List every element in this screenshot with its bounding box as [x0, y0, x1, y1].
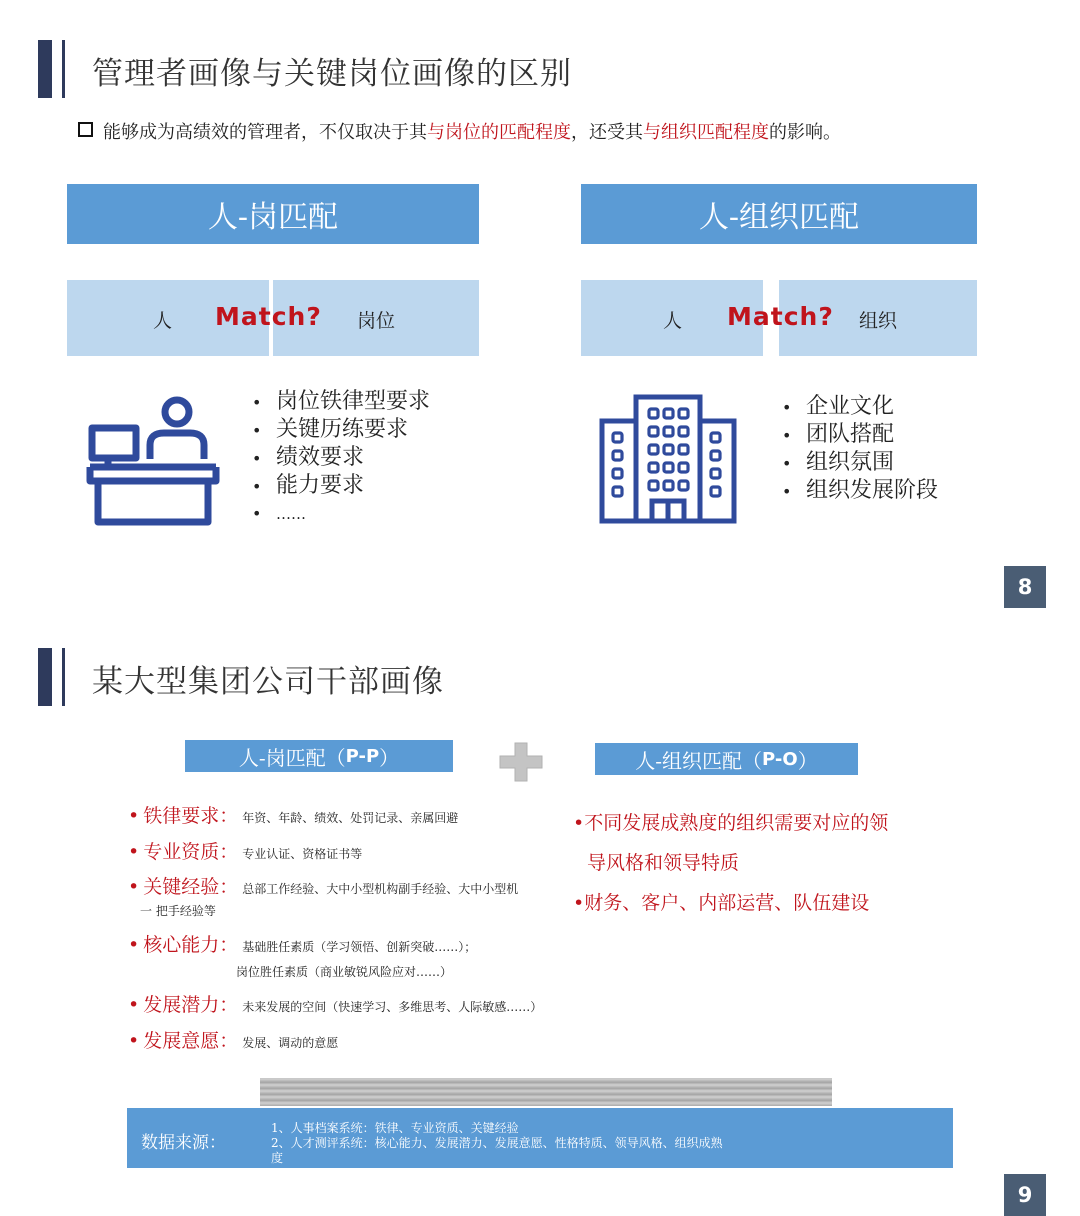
match-person-label: 人: [663, 310, 683, 332]
plus-icon: [498, 741, 544, 783]
requirement-item: • 发展潜力： 未来发展的空间（快速学习、多维思考、人际敏感……）: [128, 990, 542, 1017]
po-text-line: •财务、客户、内部运营、队伍建设: [573, 892, 870, 914]
list-item: • 组织发展阶段: [782, 477, 938, 505]
page-number: 9: [1004, 1174, 1046, 1216]
data-source-label: 数据来源：: [141, 1133, 226, 1153]
list-item: • 绩效要求: [252, 444, 430, 472]
person-org-header: 人-组织匹配: [581, 184, 977, 244]
section-marker-line: [62, 648, 65, 706]
person-job-bullets: [252, 388, 430, 528]
match-job-label: 岗位: [357, 310, 396, 332]
requirement-item: • 关键经验： 总部工作经验、大中小型机构副手经验、大中小型机: [128, 872, 518, 899]
requirement-item: • 核心能力： 基础胜任素质（学习领悟、创新突破……）；: [128, 930, 476, 957]
person-org-bullets: [782, 393, 938, 505]
decorative-shadow: [260, 1078, 832, 1106]
list-item: • 能力要求: [252, 472, 430, 500]
person-job-header: 人-岗匹配: [67, 184, 479, 244]
desk-person-icon: [86, 395, 220, 527]
pp-header: 人-岗匹配（ P-P ）: [185, 740, 453, 772]
po-header: 人-组织匹配（ P-O ）: [595, 743, 858, 775]
intro-text: 能够成为高绩效的管理者，不仅取决于其与岗位的匹配程度，还受其与组织匹配程度的影响。: [78, 118, 841, 144]
list-item: • 岗位铁律型要求: [252, 388, 430, 416]
ability-continuation: 岗位胜任素质（商业敏锐风险应对……）: [236, 965, 453, 979]
section-marker: [38, 648, 52, 706]
requirement-item: • 铁律要求： 年资、年龄、绩效、处罚记录、亲属回避: [128, 801, 458, 828]
match-person-label: 人: [153, 310, 173, 332]
person-org-match: [581, 280, 977, 356]
po-text-line: •不同发展成熟度的组织需要对应的领: [573, 812, 889, 834]
checkbox-square-icon: [78, 122, 93, 137]
requirement-item: • 专业资质： 专业认证、资格证书等: [128, 837, 362, 864]
section-marker-line: [62, 40, 65, 98]
section-title: 管理者画像与关键岗位画像的区别: [92, 56, 572, 92]
list-item: • 团队搭配: [782, 421, 938, 449]
po-text-line: 导风格和领导特质: [587, 852, 740, 874]
match-question: Match?: [215, 302, 322, 331]
list-item: • 组织氛围: [782, 449, 938, 477]
office-building-icon: [598, 393, 738, 525]
section-marker: [38, 40, 52, 98]
experience-continuation: 一 把手经验等: [140, 904, 216, 918]
section-title: 某大型集团公司干部画像: [92, 664, 444, 700]
page-number: 8: [1004, 566, 1046, 608]
requirement-item: • 发展意愿： 发展、调动的意愿: [128, 1026, 338, 1053]
list-item: • 企业文化: [782, 393, 938, 421]
match-question: Match?: [727, 302, 834, 331]
list-item: • 关键历练要求: [252, 416, 430, 444]
match-org-label: 组织: [859, 310, 898, 332]
data-source-panel: [127, 1108, 953, 1168]
data-source-lines: 1、人事档案系统：铁律、专业资质、关键经验 2、人才测评系统：核心能力、发展潜力、发展意愿、性格特质、领导风格、组织成熟 度: [271, 1121, 723, 1165]
list-item: • ……: [252, 500, 430, 528]
person-job-match: [67, 280, 479, 356]
